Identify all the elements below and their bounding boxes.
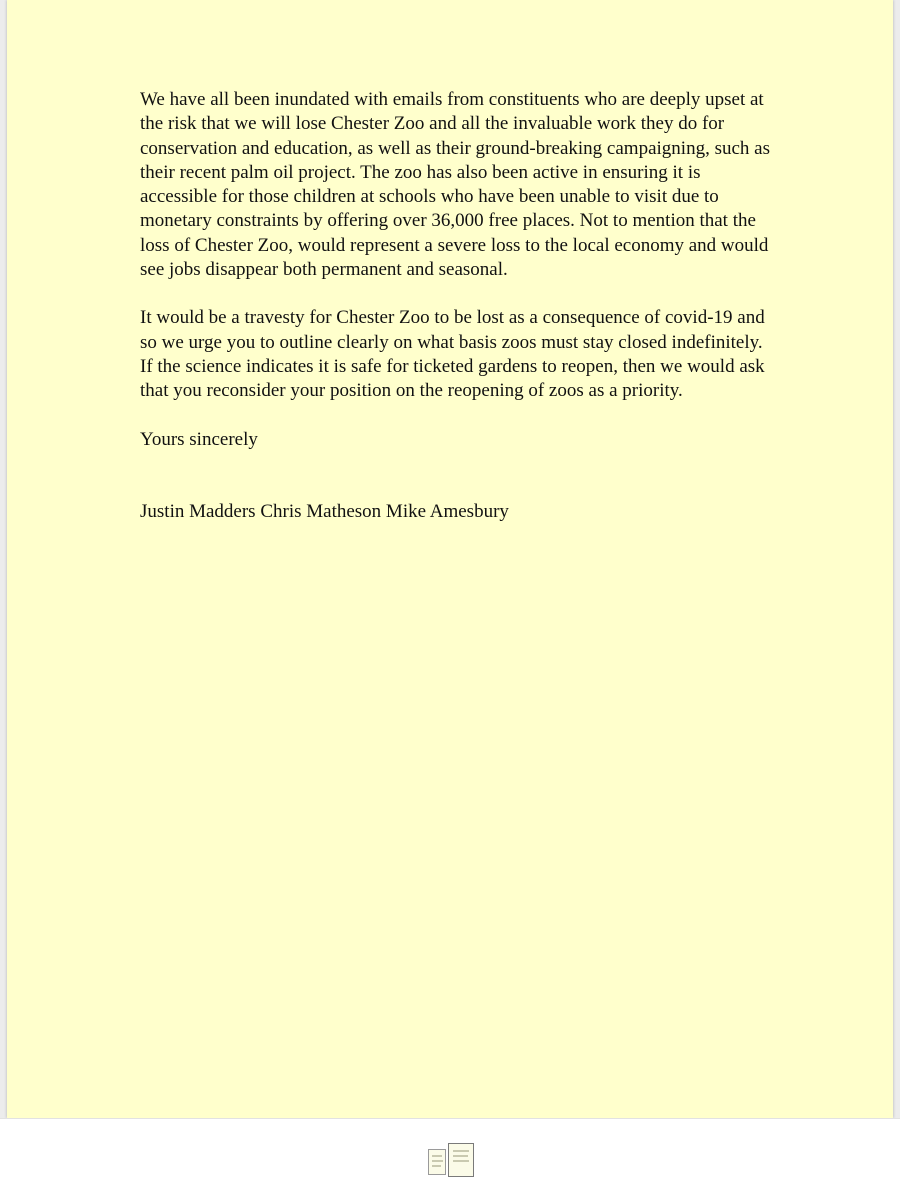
page-thumbnail-icon[interactable] <box>448 1143 474 1177</box>
page-navigation-bar <box>0 1118 900 1201</box>
letter-closing: Yours sincerely <box>140 428 258 450</box>
letter-paragraph-1: We have all been inundated with emails from constituents who are deeply upset at the risk that we will lose Chester Zoo and all the invaluable work they do for conservation and education, as well as their ground-breaking campaigning, such as their recent palm oil project. The zoo has also been active in ensuring it is accessible for those children at schools who have been unable to visit due to monetary constraints by offering over 36,000 free places. Not to mention that the loss of Chester Zoo, would represent a severe loss to the local economy and would see jobs disappear both permanent and seasonal. <box>140 89 770 281</box>
page-thumbnails <box>426 1141 478 1179</box>
page-thumbnail-icon[interactable] <box>428 1149 446 1175</box>
letter-signatories: Justin Madders Chris Matheson Mike Amesbury <box>140 500 509 522</box>
letter-body <box>140 88 780 524</box>
document-page <box>7 0 893 1118</box>
letter-paragraph-2: It would be a travesty for Chester Zoo to be lost as a consequence of covid-19 and so we urge you to outline clearly on what basis zoos must stay closed indefinitely. If the science indicates it is safe for ticketed gardens to reopen, then we would ask that you reconsider your position on the reopening of zoos as a priority. <box>140 307 765 402</box>
